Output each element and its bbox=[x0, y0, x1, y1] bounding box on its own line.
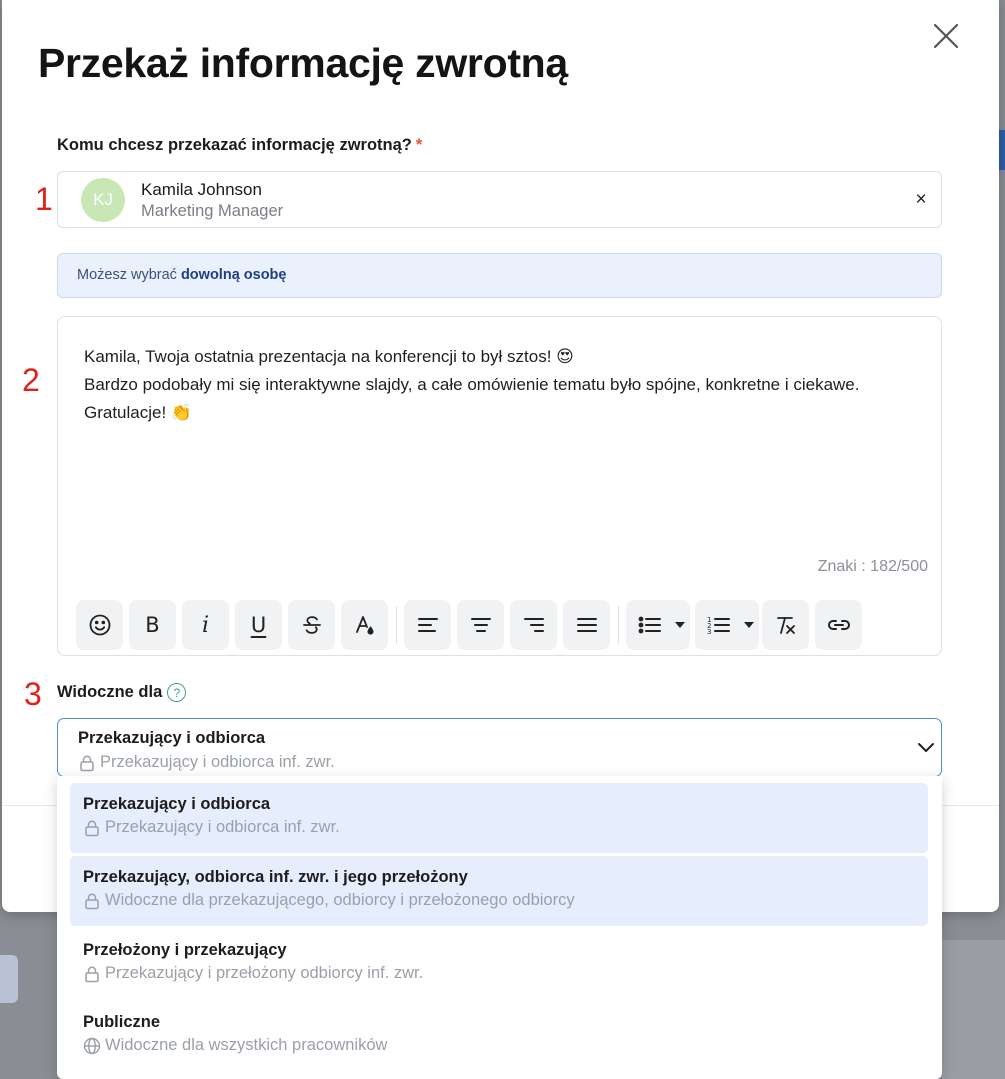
option-subtitle-text: Przekazujący i odbiorca inf. zwr. bbox=[105, 818, 340, 836]
close-button[interactable] bbox=[928, 18, 964, 54]
align-center-button[interactable] bbox=[457, 600, 504, 650]
align-justify-icon bbox=[575, 613, 599, 637]
numbered-list-dropdown[interactable] bbox=[739, 600, 759, 650]
globe-icon bbox=[83, 1037, 101, 1055]
visibility-label bbox=[57, 683, 186, 702]
emoji-button[interactable] bbox=[76, 600, 123, 650]
step-number-2: 2 bbox=[22, 362, 40, 398]
svg-text:3: 3 bbox=[706, 628, 711, 636]
bullet-list-dropdown[interactable] bbox=[670, 600, 690, 650]
info-text: Możesz wybrać bbox=[77, 267, 181, 283]
option-subtitle bbox=[83, 891, 575, 910]
visibility-selected-subtitle bbox=[78, 753, 335, 772]
option-subtitle-text: Widoczne dla wszystkich pracowników bbox=[105, 1036, 388, 1054]
clear-format-button[interactable] bbox=[762, 600, 809, 650]
visibility-option[interactable] bbox=[70, 783, 928, 853]
recipient-name: Kamila Johnson bbox=[141, 180, 262, 199]
recipient-role: Marketing Manager bbox=[141, 202, 284, 220]
recipient-label-text: Komu chcesz przekazać informację zwrotną? bbox=[57, 136, 412, 154]
link-icon bbox=[826, 613, 852, 637]
option-subtitle bbox=[83, 964, 423, 983]
info-emphasis: dowolną osobę bbox=[180, 267, 287, 283]
clear-format-icon bbox=[774, 613, 798, 637]
toolbar-separator bbox=[618, 606, 619, 644]
lock-icon bbox=[78, 754, 96, 772]
step-number-1: 1 bbox=[35, 181, 53, 217]
close-icon bbox=[932, 22, 960, 50]
backdrop-accent bbox=[999, 130, 1005, 170]
lock-icon bbox=[83, 892, 101, 910]
visibility-dropdown bbox=[57, 776, 942, 1079]
feedback-editor[interactable] bbox=[57, 316, 942, 656]
clear-recipient-button[interactable]: × bbox=[915, 189, 927, 210]
align-left-icon bbox=[416, 613, 440, 637]
underline-button[interactable] bbox=[235, 600, 282, 650]
visibility-selected-subtitle-text: Przekazujący i odbiorca inf. zwr. bbox=[100, 753, 335, 771]
insert-link-button[interactable] bbox=[815, 600, 862, 650]
align-center-icon bbox=[469, 613, 493, 637]
strikethrough-icon bbox=[301, 614, 323, 636]
required-mark: * bbox=[415, 136, 423, 154]
emoji-icon bbox=[88, 613, 112, 637]
align-left-button[interactable] bbox=[404, 600, 451, 650]
text-color-icon bbox=[353, 613, 377, 637]
option-title: Przełożony i przekazujący bbox=[83, 941, 287, 959]
align-right-icon bbox=[522, 613, 546, 637]
toolbar-separator bbox=[396, 606, 397, 644]
character-counter: Znaki : 182/500 bbox=[817, 558, 928, 575]
numbered-list-group bbox=[695, 600, 759, 650]
bullet-list-group bbox=[626, 600, 690, 650]
editor-line: Bardzo podobały mi się interaktywne slajdy, a całe omówienie tematu było spójne, konkretne i ciekawe. bbox=[84, 375, 860, 394]
backdrop-panel bbox=[942, 940, 1005, 1079]
visibility-select[interactable] bbox=[57, 718, 942, 777]
bullet-list-button[interactable] bbox=[626, 600, 673, 650]
recipient-select[interactable] bbox=[57, 171, 942, 228]
underline-icon: U bbox=[250, 613, 267, 637]
text-color-button[interactable] bbox=[341, 600, 388, 650]
option-title: Przekazujący i odbiorca bbox=[83, 795, 271, 813]
bold-button[interactable] bbox=[129, 600, 176, 650]
option-subtitle-text: Przekazujący i przełożony odbiorcy inf. zwr. bbox=[105, 964, 424, 982]
editor-line: Kamila, Twoja ostatnia prezentacja na konferencji to był sztos! 😍 bbox=[84, 347, 574, 366]
visibility-option[interactable] bbox=[70, 856, 928, 926]
svg-text:2: 2 bbox=[706, 622, 711, 630]
option-title: Przekazujący, odbiorca inf. zwr. i jego przełożony bbox=[83, 868, 468, 886]
step-number-3: 3 bbox=[24, 676, 42, 712]
bold-icon: B bbox=[145, 613, 160, 637]
italic-icon: i bbox=[201, 612, 210, 638]
lock-icon bbox=[83, 819, 101, 837]
option-subtitle bbox=[83, 818, 340, 837]
numbered-list-button[interactable] bbox=[695, 600, 742, 650]
italic-button[interactable] bbox=[182, 600, 229, 650]
strikethrough-button[interactable] bbox=[288, 600, 335, 650]
visibility-option[interactable] bbox=[70, 1001, 928, 1071]
editor-line: Gratulacje! 👏 bbox=[84, 403, 193, 422]
align-right-button[interactable] bbox=[510, 600, 557, 650]
recipient-label bbox=[57, 136, 422, 155]
editor-content[interactable] bbox=[84, 343, 904, 427]
visibility-label-text: Widoczne dla bbox=[57, 683, 163, 701]
info-banner bbox=[57, 253, 942, 298]
backdrop-card bbox=[0, 955, 18, 1003]
numbered-list-icon bbox=[706, 613, 732, 637]
caret-down-icon bbox=[675, 622, 685, 628]
bullet-list-icon bbox=[637, 613, 663, 637]
option-subtitle-text: Widoczne dla przekazującego, odbiorcy i przełożonego odbiorcy bbox=[105, 891, 575, 909]
option-subtitle bbox=[83, 1036, 387, 1055]
avatar: KJ bbox=[81, 178, 125, 222]
svg-text:1: 1 bbox=[706, 616, 711, 624]
lock-icon bbox=[83, 965, 101, 983]
visibility-selected-title: Przekazujący i odbiorca bbox=[78, 729, 266, 747]
align-justify-button[interactable] bbox=[563, 600, 610, 650]
caret-down-icon bbox=[744, 622, 754, 628]
page-title: Przekaż informację zwrotną bbox=[38, 40, 568, 86]
chevron-down-icon bbox=[914, 735, 938, 759]
help-icon[interactable]: ? bbox=[167, 683, 186, 702]
visibility-option[interactable] bbox=[70, 929, 928, 999]
option-title: Publiczne bbox=[83, 1013, 161, 1031]
